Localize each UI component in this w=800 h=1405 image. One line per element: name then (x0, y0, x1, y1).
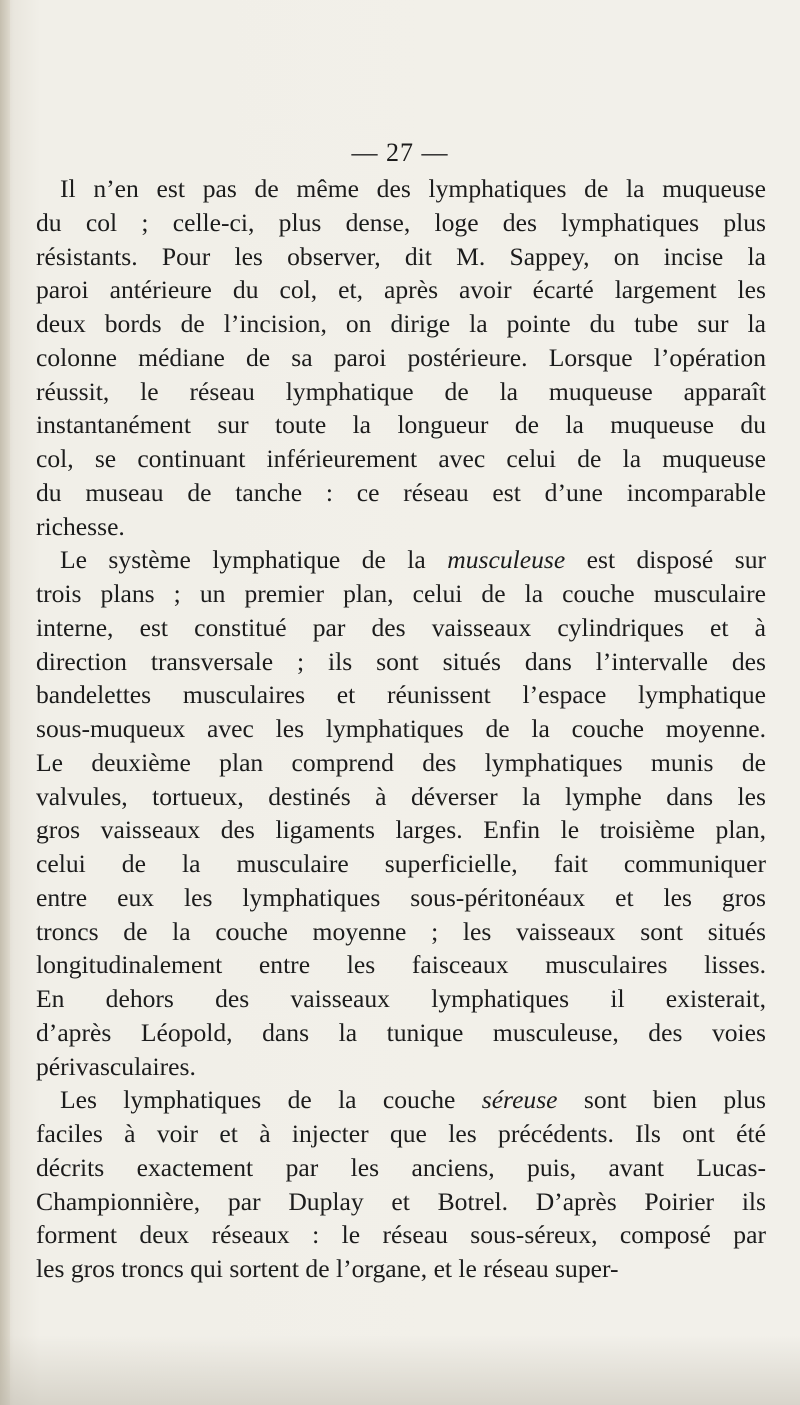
text-line: paroi antérieure du col, et, après avoir écarté largement les (36, 275, 766, 305)
text-line: col, se continuant inférieurement avec celui de la muqueuse (36, 444, 766, 473)
text-run: est disposé sur (565, 545, 766, 575)
text-line: instantanément sur toute la longueur de la muqueuse du (36, 410, 766, 440)
text-line: Il n’en est pas de même des lymphatiques de la muqueuse (60, 174, 766, 203)
text-line: colonne médiane de sa paroi postérieure. Lorsque l’opération (36, 342, 766, 372)
text-line: du col ; celle-ci, plus dense, loge des lymphatiques plus (36, 207, 766, 237)
paragraph (36, 543, 766, 1083)
text-line: trois plans ; un premier plan, celui de la couche musculaire (36, 579, 766, 608)
text-line (36, 543, 766, 577)
text-line: valvules, tortueux, destinés à déverser la lymphe dans les (36, 781, 766, 811)
text-line: deux bords de l’incision, on dirige la pointe du tube sur la (36, 309, 766, 338)
text-line: celui de la musculaire superficielle, fait communiquer (36, 849, 766, 878)
text-line: résistants. Pour les observer, dit M. Sappey, on incise la (36, 241, 766, 271)
page-bottom-shade (0, 1335, 800, 1405)
body-text (36, 172, 766, 1286)
text-line: Le deuxième plan comprend des lymphatiques munis de (36, 747, 766, 777)
page-binding-shadow (0, 0, 10, 1405)
text-line: d’après Léopold, dans la tunique musculeuse, des voies (36, 1017, 766, 1047)
italic-term: musculeuse (447, 545, 566, 575)
text-line: gros vaisseaux des ligaments larges. Enfin le troisième plan, (36, 815, 766, 845)
text-line: entre eux les lymphatiques sous-péritonéaux et les gros (36, 882, 766, 912)
text-line: richesse. (36, 511, 125, 541)
text-line: Championnière, par Duplay et Botrel. D’après Poirier ils (36, 1186, 766, 1216)
text-line: sous-muqueux avec les lymphatiques de la couche moyenne. (36, 714, 766, 743)
text-run: Le système lymphatique de la (60, 545, 448, 575)
text-line: décrits exactement par les anciens, puis, avant Lucas- (36, 1152, 766, 1182)
text-line: En dehors des vaisseaux lymphatiques il existerait, (36, 984, 766, 1013)
text-line: réussit, le réseau lymphatique de la muqueuse apparaît (36, 376, 766, 406)
text-line: interne, est constitué par des vaisseaux cylindriques et à (36, 612, 766, 642)
paragraph (36, 1083, 766, 1286)
text-line: périvasculaires. (36, 1051, 196, 1081)
italic-term: séreuse (481, 1085, 558, 1115)
text-line: les gros troncs qui sortent de l’organe, et le réseau super- (36, 1254, 619, 1283)
text-line: troncs de la couche moyenne ; les vaisseaux sont situés (36, 916, 766, 946)
page-number: — 27 — (351, 138, 449, 167)
text-run: Les lymphatiques de la couche (60, 1085, 482, 1115)
text-line: direction transversale ; ils sont situés dans l’intervalle des (36, 646, 766, 676)
text-line: bandelettes musculaires et réunissent l’espace lymphatique (36, 680, 766, 710)
text-run: sont bien plus (557, 1085, 766, 1115)
text-line: du museau de tanche : ce réseau est d’une incomparable (36, 477, 766, 507)
paragraph (36, 172, 766, 543)
text-line: forment deux réseaux : le réseau sous-séreux, composé par (36, 1220, 766, 1250)
text-line (36, 1083, 766, 1117)
text-line: faciles à voir et à injecter que les précédents. Ils ont été (36, 1119, 766, 1148)
text-line: longitudinalement entre les faisceaux musculaires lisses. (36, 950, 766, 980)
